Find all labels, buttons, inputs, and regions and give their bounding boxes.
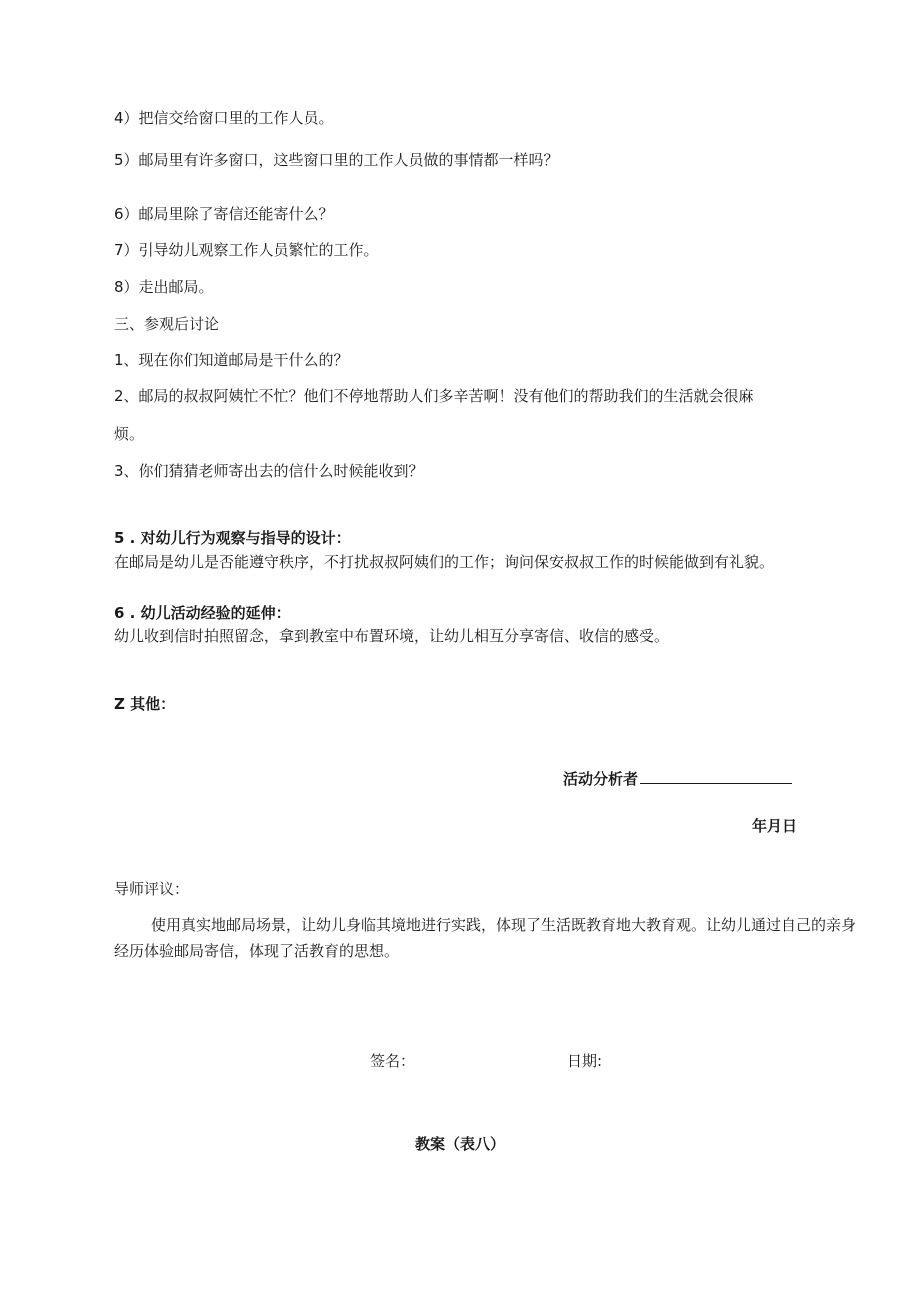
step-6: 6）邮局里除了寄信还能寄什么？ [114, 205, 334, 223]
step-5: 5）邮局里有许多窗口，这些窗口里的工作人员做的事情都一样吗？ [114, 151, 559, 169]
discussion-question-1: 1、现在你们知道邮局是干什么的？ [114, 351, 349, 369]
section-7-heading: Z 其他： [114, 695, 176, 713]
section-5-heading: 5 . 对幼儿行为观察与指导的设计： [114, 529, 351, 547]
activity-analyst-blank[interactable] [640, 767, 792, 784]
section-6-body: 幼儿收到信时拍照留念，拿到教室中布置环境，让幼儿相互分享寄信、收信的感受。 [114, 627, 670, 645]
section-5-body: 在邮局是幼儿是否能遵守秩序，不打扰叔叔阿姨们的工作；询问保安叔叔工作的时候能做到有礼貌。 [114, 553, 775, 571]
signature-date-label: 日期: [567, 1052, 603, 1070]
analyst-date: 年月日 [752, 817, 798, 835]
signature-label: 签名： [370, 1052, 416, 1070]
step-7: 7）引导幼儿观察工作人员繁忙的工作。 [114, 241, 379, 259]
activity-analyst [563, 767, 792, 789]
lesson-plan-title: 教案（表八） [414, 1135, 505, 1153]
discussion-question-2: 2、邮局的叔叔阿姨忙不忙？他们不停地帮助人们多辛苦啊！没有他们的帮助我们的生活就会很麻 [114, 387, 754, 405]
discussion-question-3: 3、你们猜猜老师寄出去的信什么时候能收到？ [114, 462, 424, 480]
discussion-question-2-continued: 烦。 [114, 425, 145, 443]
section-6-heading: 6 . 幼儿活动经验的延伸： [114, 604, 291, 622]
mentor-review-comment: 使用真实地邮局场景，让幼儿身临其境地进行实践，体现了生活既教育地大教育观。让幼儿通过自己的亲身经历体验邮局寄信，体现了活教育的思想。 [114, 916, 857, 960]
step-8: 8）走出邮局。 [114, 278, 214, 296]
discussion-heading: 三、参观后讨论 [114, 315, 220, 333]
step-4: 4）把信交给窗口里的工作人员。 [114, 109, 334, 127]
activity-analyst-label: 活动分析者 [563, 770, 639, 788]
mentor-review-label: 导师评议： [114, 880, 190, 898]
